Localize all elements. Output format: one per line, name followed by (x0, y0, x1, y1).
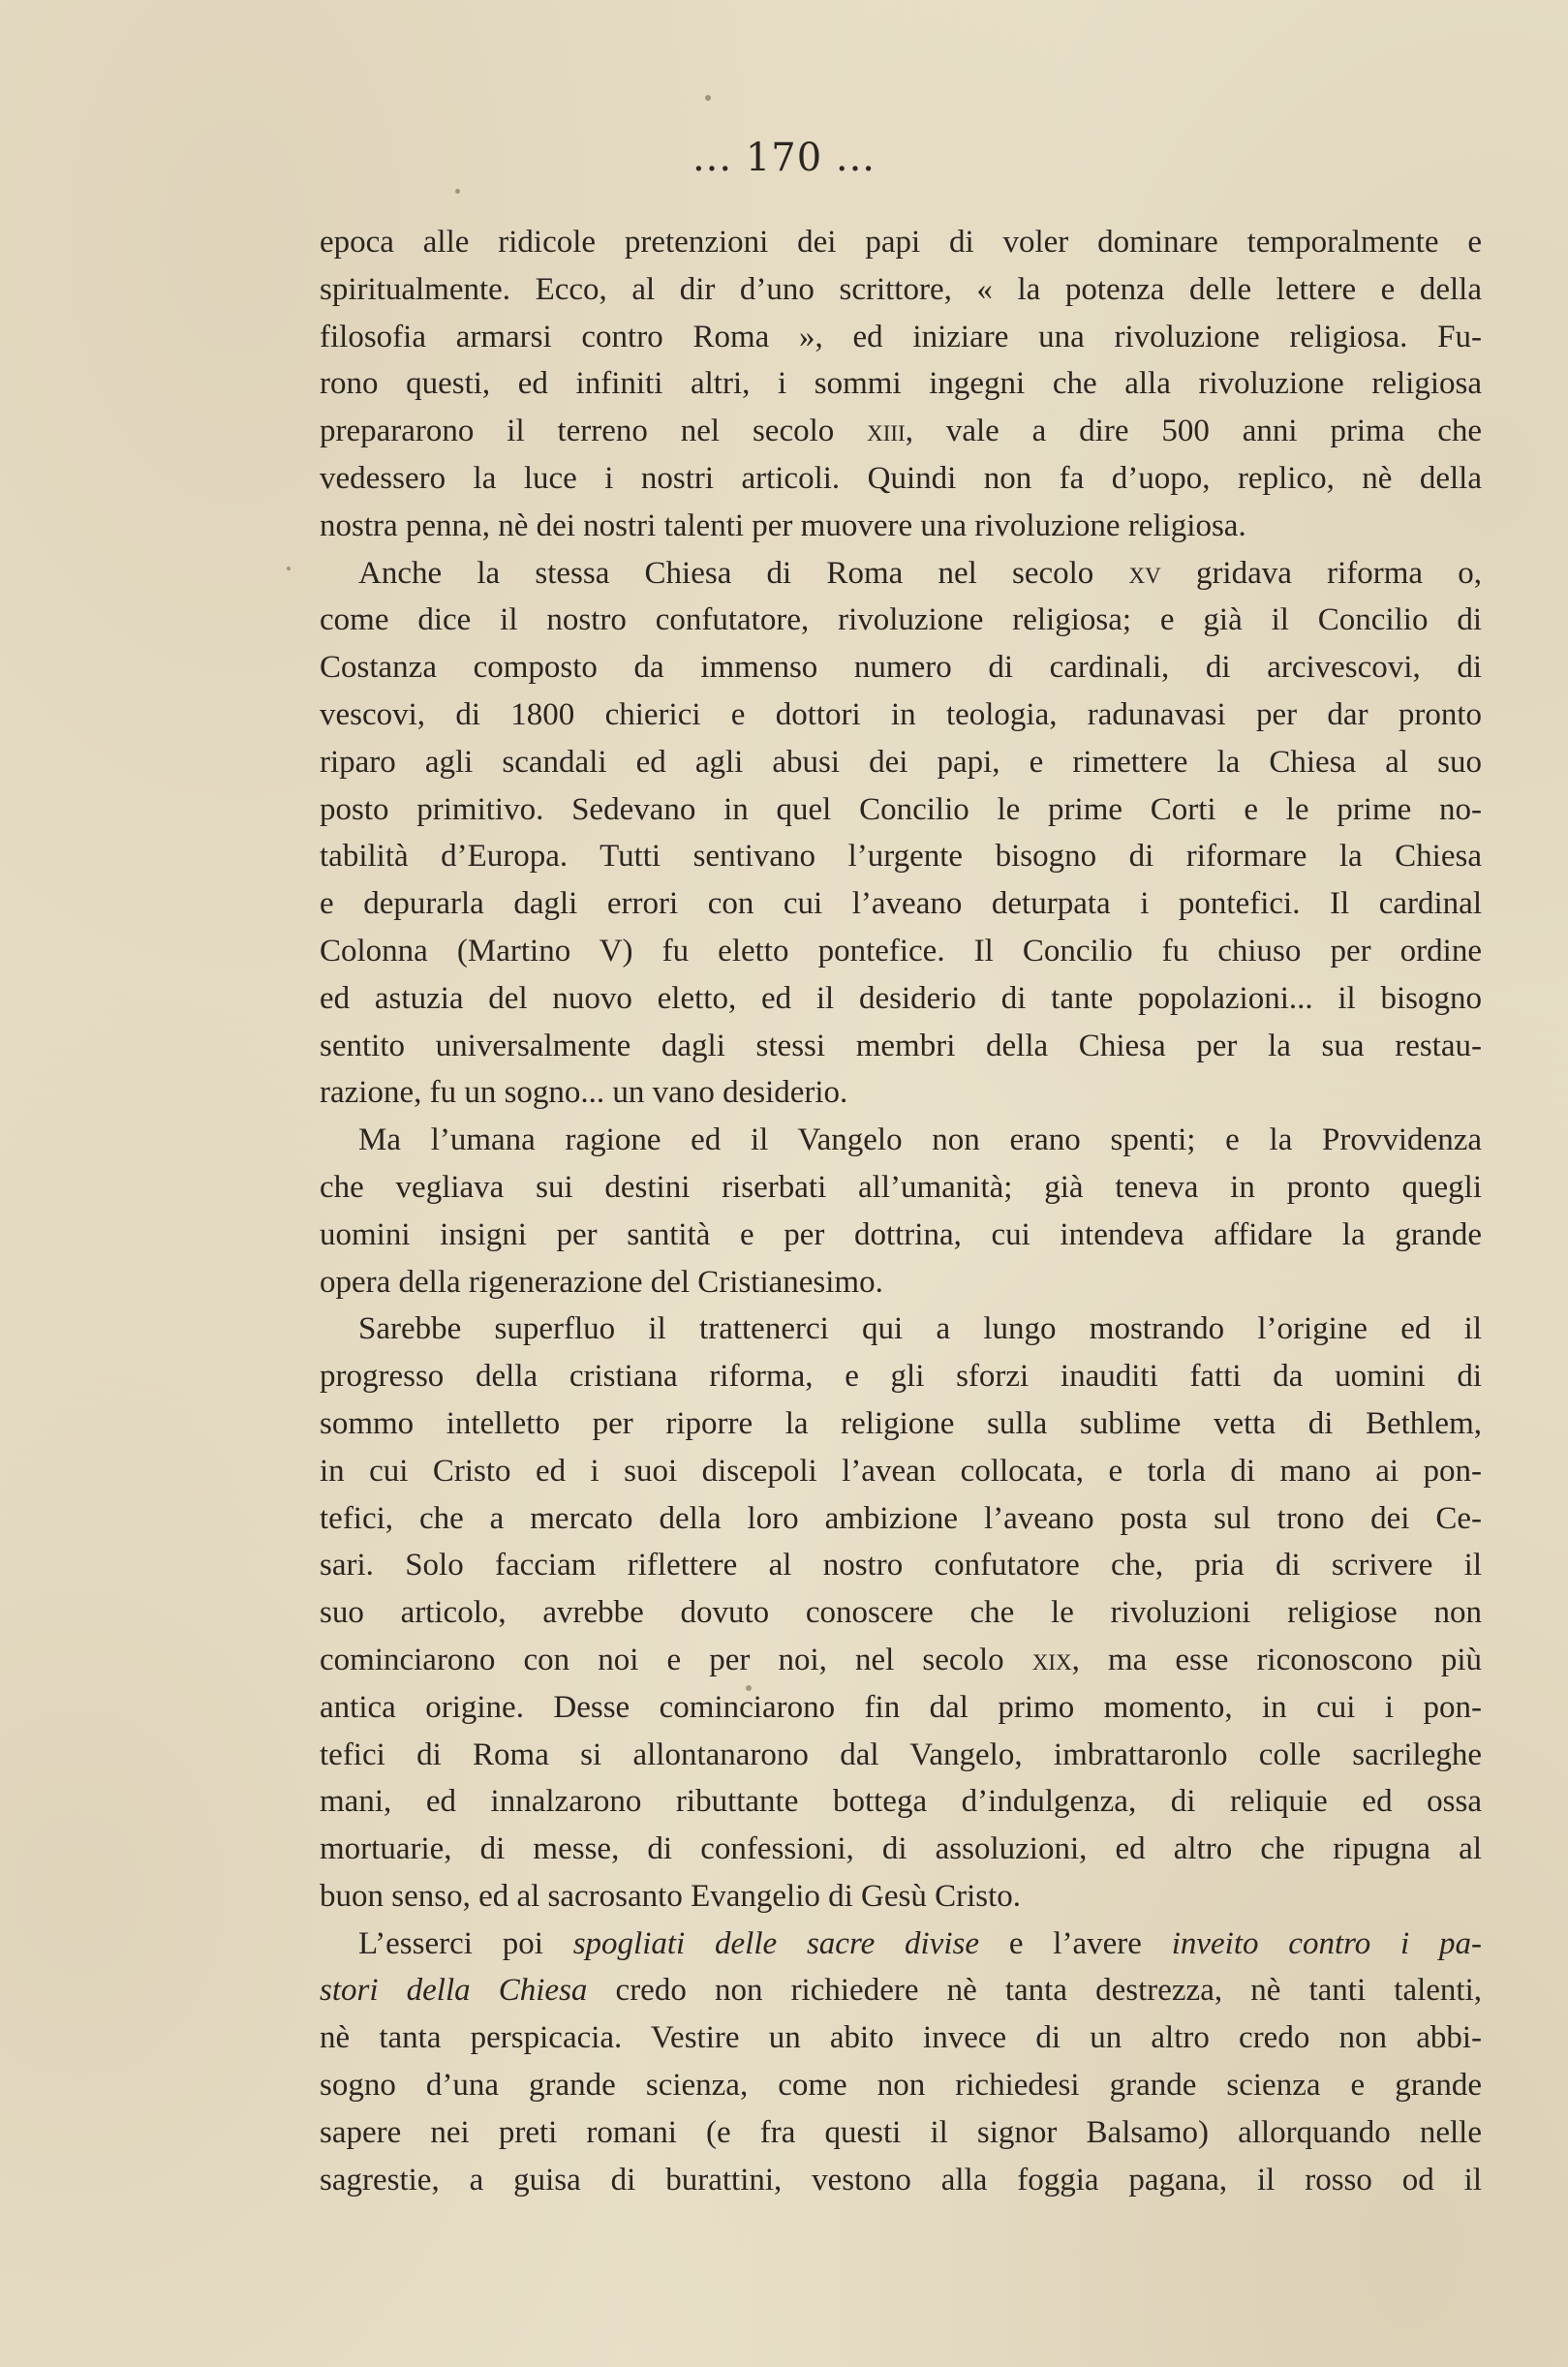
text-run: Ma l’umana ragione ed il Vangelo non erano spenti; e la Provvidenza (358, 1122, 1482, 1158)
text-line (320, 597, 1482, 644)
text-line (320, 1967, 1482, 2014)
text-run: che vegliava sui destini riserbati all’umanità; già teneva in pronto quegli (320, 1169, 1482, 1205)
text-line (320, 692, 1482, 739)
text-run: , ma esse riconoscono più (1071, 1642, 1482, 1677)
text-line (320, 360, 1482, 408)
text-run: razione, fu un sogno... un vano desiderio. (320, 1075, 848, 1111)
italic-phrase: inveito contro i pa- (1171, 1925, 1483, 1961)
text-run: sentito universalmente dagli stessi membri della Chiesa per la sua restau- (320, 1028, 1482, 1063)
text-line (320, 2062, 1482, 2109)
text-line (320, 408, 1482, 455)
text-line (320, 1023, 1482, 1070)
text-line (320, 1778, 1482, 1826)
italic-phrase: stori della Chiesa (320, 1973, 588, 2009)
ink-speck (705, 95, 711, 101)
text-run: , vale a dire 500 anni prima che (905, 414, 1482, 449)
text-run: tabilità d’Europa. Tutti sentivano l’urgente bisogno di riformare la Chiesa (320, 839, 1482, 875)
text-run: antica origine. Desse cominciarono fin dal primo momento, in cui i pon- (320, 1689, 1482, 1725)
page-number: ... 170 ... (692, 136, 876, 180)
text-line (320, 1164, 1482, 1212)
text-run: mani, ed innalzarono ributtante bottega d’indulgenza, di reliquie ed ossa (320, 1784, 1482, 1820)
text-run: in cui Cristo ed i suoi discepoli l’avean collocata, e torla di mano ai pon- (320, 1453, 1482, 1489)
text-line (320, 1353, 1482, 1400)
text-run: filosofia armarsi contro Roma », ed iniziare una rivoluzione religiosa. Fu- (320, 319, 1482, 354)
text-line (320, 1873, 1482, 1921)
text-line (320, 1069, 1482, 1117)
small-caps-numeral: xiii (867, 414, 906, 449)
text-line (320, 644, 1482, 692)
text-line (320, 1259, 1482, 1306)
text-line (320, 550, 1482, 598)
text-run: e depurarla dagli errori con cui l’aveano deturpata i pontefici. Il cardinal (320, 886, 1482, 922)
text-run: tefici di Roma si allontanarono dal Vangelo, imbrattaronlo colle sacrileghe (320, 1737, 1482, 1772)
text-run: Anche la stessa Chiesa di Roma nel secolo (358, 555, 1129, 591)
text-run: riparo agli scandali ed agli abusi dei papi, e rimettere la Chiesa al suo (320, 744, 1482, 780)
text-line (320, 266, 1482, 314)
text-line (320, 455, 1482, 503)
text-line (320, 1542, 1482, 1589)
text-run: credo non richiedere nè tanta destrezza, nè tanti talenti, (587, 1973, 1482, 2009)
body-text (320, 219, 1482, 2203)
text-line (320, 739, 1482, 786)
text-line (320, 1637, 1482, 1684)
text-run: sapere nei preti romani (e fra questi il signor Balsamo) allorquando nelle (320, 2114, 1482, 2150)
ink-speck (287, 567, 291, 570)
text-run: buon senso, ed al sacrosanto Evangelio di Gesù Cristo. (320, 1878, 1022, 1914)
text-line (320, 833, 1482, 880)
text-run: uomini insigni per santità e per dottrina, cui intendeva affidare la grande (320, 1216, 1482, 1252)
text-run: suo articolo, avrebbe dovuto conoscere che le rivoluzioni religiose non (320, 1595, 1482, 1631)
text-run: gridava riforma o, (1160, 555, 1482, 591)
italic-phrase: spogliati delle sacre divise (572, 1925, 980, 1961)
text-line (320, 1212, 1482, 1259)
text-line (320, 1117, 1482, 1164)
text-line (320, 1921, 1482, 1968)
text-line (320, 1826, 1482, 1873)
text-run: Colonna (Martino V) fu eletto pontefice. Il Concilio fu chiuso per ordine (320, 933, 1482, 968)
text-run: sagrestie, a guisa di burattini, vestono alla foggia pagana, il rosso od il (320, 2162, 1482, 2198)
ink-speck (455, 189, 460, 194)
text-run: sogno d’una grande scienza, come non richiedesi grande scienza e grande (320, 2068, 1482, 2104)
text-run: posto primitivo. Sedevano in quel Concilio le prime Corti e le prime no- (320, 791, 1482, 827)
text-run: Sarebbe superfluo il trattenerci qui a lungo mostrando l’origine ed il (358, 1311, 1482, 1347)
text-line (320, 1306, 1482, 1353)
text-run: opera della rigenerazione del Cristianesimo. (320, 1264, 883, 1300)
text-run: sommo intelletto per riporre la religione sulla sublime vetta di Bethlem, (320, 1405, 1482, 1441)
text-run: sari. Solo facciam riflettere al nostro confutatore che, pria di scrivere il (320, 1548, 1482, 1583)
text-line (320, 503, 1482, 550)
text-line (320, 1732, 1482, 1779)
text-run: e l’avere (979, 1925, 1172, 1961)
text-run: L’esserci poi (358, 1925, 573, 1961)
text-run: epoca alle ridicole pretenzioni dei papi di voler dominare temporalmente e (320, 225, 1482, 260)
text-line (320, 928, 1482, 975)
text-run: rono questi, ed infiniti altri, i sommi ingegni che alla rivoluzione religiosa (320, 366, 1482, 402)
text-line (320, 1495, 1482, 1543)
text-run: Costanza composto da immenso numero di cardinali, di arcivescovi, di (320, 650, 1482, 686)
text-line (320, 880, 1482, 928)
text-line (320, 314, 1482, 361)
text-line (320, 1448, 1482, 1495)
text-line (320, 1684, 1482, 1732)
text-run: prepararono il terreno nel secolo (320, 414, 868, 449)
text-run: spiritualmente. Ecco, al dir d’uno scrittore, « la potenza delle lettere e della (320, 271, 1482, 307)
text-line (320, 219, 1482, 266)
small-caps-numeral: xix (1031, 1642, 1072, 1677)
text-run: progresso della cristiana riforma, e gli sforzi inauditi fatti da uomini di (320, 1359, 1482, 1395)
text-run: come dice il nostro confutatore, rivoluzione religiosa; e già il Concilio di (320, 602, 1482, 638)
text-run: tefici, che a mercato della loro ambizione l’aveano posta sul trono dei Ce- (320, 1500, 1482, 1536)
text-run: vedessero la luce i nostri articoli. Quindi non fa d’uopo, replico, nè della (320, 460, 1482, 496)
text-run: mortuarie, di messe, di confessioni, di assoluzioni, ed altro che ripugna al (320, 1831, 1482, 1867)
text-run: nostra penna, nè dei nostri talenti per muovere una rivoluzione religiosa. (320, 507, 1246, 543)
text-line (320, 786, 1482, 834)
text-run: vescovi, di 1800 chierici e dottori in teologia, radunavasi per dar pronto (320, 696, 1482, 732)
text-line (320, 1400, 1482, 1448)
text-line (320, 2014, 1482, 2062)
text-run: ed astuzia del nuovo eletto, ed il desiderio di tante popolazioni... il bisogno (320, 980, 1482, 1016)
text-line (320, 1589, 1482, 1637)
text-line (320, 2157, 1482, 2204)
text-line (320, 975, 1482, 1023)
text-run: cominciarono con noi e per noi, nel secolo (320, 1642, 1032, 1677)
small-caps-numeral: xv (1128, 555, 1161, 591)
text-run: nè tanta perspicacia. Vestire un abito invece di un altro credo non abbi- (320, 2020, 1482, 2056)
text-line (320, 2109, 1482, 2157)
